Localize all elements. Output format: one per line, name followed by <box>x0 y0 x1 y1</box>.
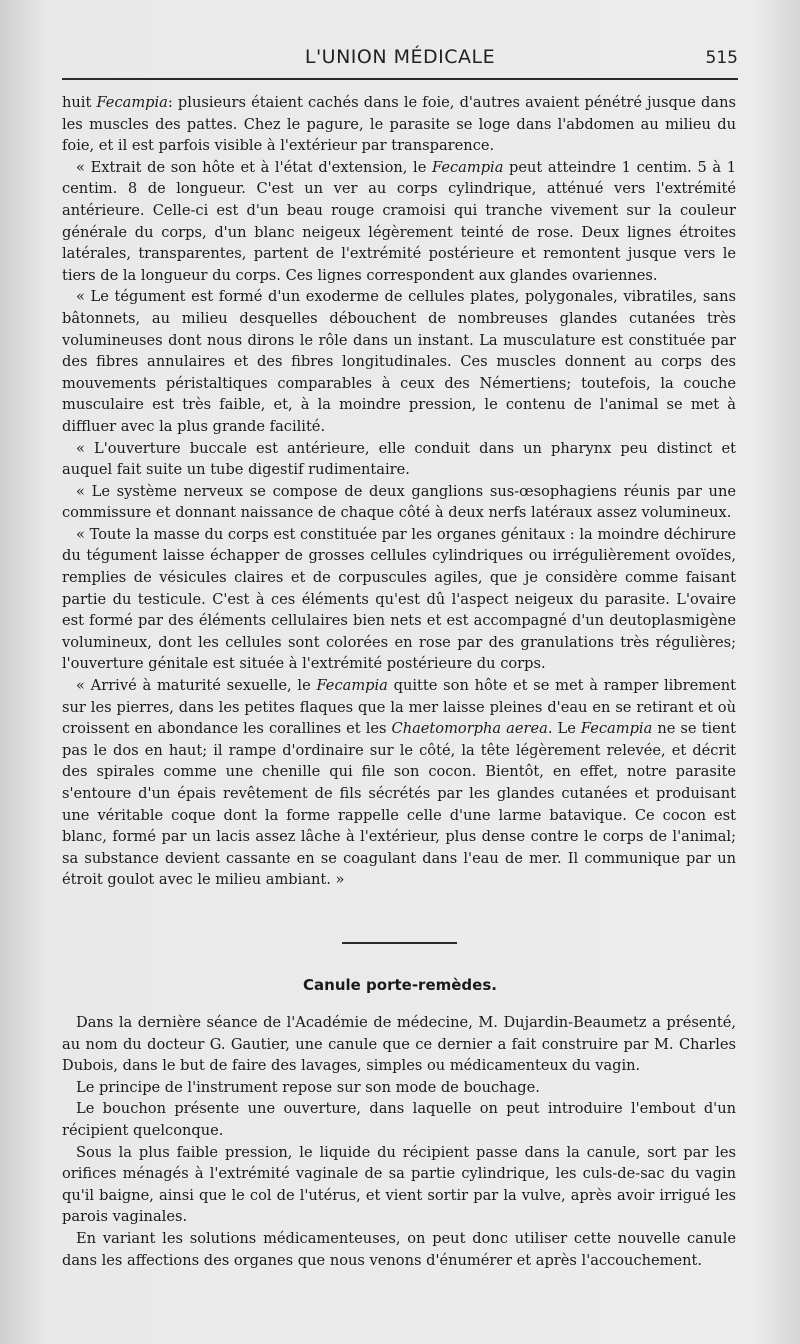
section-paragraph: Le principe de l'instrument repose sur son mode de bouchage. <box>76 1078 540 1096</box>
article-paragraph: « Extrait de son hôte et à l'état d'extension, le Fecampia peut atteindre 1 centim. 5 à 1 centim. 8 de longueur. C'est un ver au corps cylindrique, atténué vers l'extrémité antérieure. Celle-ci est d'un beau rouge cramoisi qui tranche vivement sur la couleur générale du corps, d'un blanc neigeux légèrement teinté de rose. Deux lignes étroites latérales, transparentes, partent de l'extrémité postérieure et remontent jusque vers le tiers de la longueur du corps. Ces lignes correspondent aux glandes ovariennes. <box>62 158 737 284</box>
section-paragraph: Sous la plus faible pression, le liquide du récipient passe dans la canule, sort par les orifices ménagés à l'extrémité vaginale de sa partie cylindrique, les culs-de-sac du vagin qu'il baigne, ainsi que le col de l'utérus, et vient sortir par la vulve, après avoir irrigué les parois vaginales. <box>62 1143 736 1226</box>
article-paragraph: « L'ouverture buccale est antérieure, elle conduit dans un pharynx peu distinct et auquel fait suite un tube digestif rudimentaire. <box>62 439 736 479</box>
section-paragraph: Le bouchon présente une ouverture, dans laquelle on peut introduire l'embout d'un récipient quelconque. <box>62 1100 736 1139</box>
article-body <box>62 92 736 891</box>
page-header <box>62 42 738 82</box>
section-paragraph: Dans la dernière séance de l'Académie de médecine, M. Dujardin-Beaumetz a présenté, au nom du docteur G. Gautier, une canule que ce dernier a fait construire par M. Charles Dubois, dans le but de faire des lavages, simples ou médicamenteux du vagin. <box>62 1014 736 1075</box>
header-rule <box>62 78 738 80</box>
section-body <box>62 1012 736 1271</box>
section-paragraph: En variant les solutions médicamenteuses, on peut donc utiliser cette nouvelle canule dans les affections des organes que nous venons d'énumérer et après l'accouchement. <box>62 1229 736 1269</box>
section-title: Canule porte-remèdes. <box>303 976 497 994</box>
article-paragraph: « Arrivé à maturité sexuelle, le Fecampia quitte son hôte et se met à ramper librement sur les pierres, dans les petites flaques que la mer laisse pleines d'eau en se retirant et où croissent en abondance les corallines et les Chaetomorpha aerea. Le Fecampia ne se tient pas le dos en haut; il rampe d'ordinaire sur le côté, la tête légèrement relevée, et décrit des spirales comme une chenille qui file son cocon. Bientôt, en effet, notre parasite s'entoure d'un épais revêtement de fils sécrétés par les glandes cutanées et produisant une véritable coque dont la forme rappelle celle d'une larme batavique. Ce cocon est blanc, formé par un lacis assez lâche à l'extérieur, plus dense contre le corps de l'animal; sa substance devient cassante en se coagulant dans l'eau de mer. Il communique par un étroit goulot avec le milieu ambiant. » <box>62 677 736 889</box>
article-paragraph: huit Fecampia: plusieurs étaient cachés dans le foie, d'autres avaient pénétré jusque dans les muscles des pattes. Chez le pagure, le parasite se loge dans l'abdomen au milieu du foie, et il est parfois visible à l'extérieur par transparence. <box>62 94 736 155</box>
page-number: 515 <box>705 48 738 68</box>
article-paragraph: « Le système nerveux se compose de deux ganglions sus-œsophagiens réunis par une commissure et donnant naissance de chaque côté à deux nerfs latéraux assez volumineux. <box>62 482 736 522</box>
article-paragraph: « Le tégument est formé d'un exoderme de cellules plates, polygonales, vibratiles, sans bâtonnets, au milieu desquelles débouchent de nombreuses glandes cutanées très volumineuses dont nous dirons le rôle dans un instant. La musculature est constituée par des fibres annulaires et des fibres longitudinales. Ces muscles donnent au corps des mouvements péristaltiques comparables à ceux des Némertiens; toutefois, la couche musculaire est très faible, et, à la moindre pression, le contenu de l'animal se met à diffluer avec la plus grande facilité. <box>62 288 736 435</box>
running-title: L'UNION MÉDICALE <box>304 46 496 68</box>
section-divider <box>342 942 457 944</box>
article-paragraph: « Toute la masse du corps est constituée par les organes génitaux : la moindre déchirure du tégument laisse échapper de grosses cellules cylindriques ou irrégulièrement ovoïdes, remplies de vésicules claires et de corpuscules agiles, que je considère comme faisant partie du testicule. C'est à ces éléments qu'est dû l'aspect neigeux du parasite. L'ovaire est formé par des éléments cellulaires bien nets et est accompagné d'un deutoplasmigène volumineux, dont les cellules sont colorées en rose par des granulations très régulières; l'ouverture génitale est située à l'extrémité postérieure du corps. <box>62 525 736 673</box>
